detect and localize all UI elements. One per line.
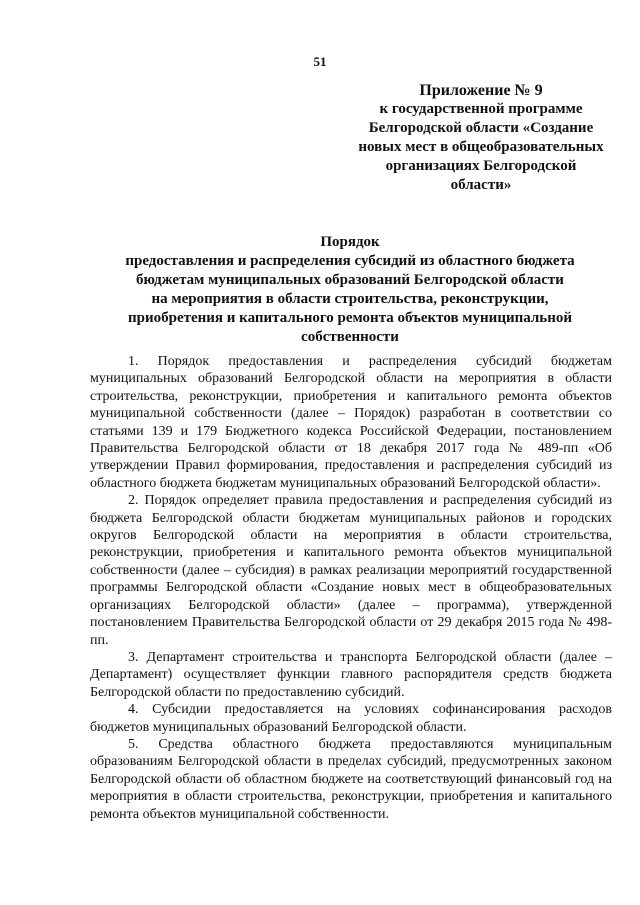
appendix-block xyxy=(346,81,616,195)
document-heading xyxy=(60,233,640,347)
appendix-line: новых мест в общеобразовательных xyxy=(358,139,604,155)
heading-line: собственности xyxy=(301,329,399,345)
appendix-line: области» xyxy=(450,177,512,193)
appendix-line: к государственной программе xyxy=(379,101,583,117)
heading-line: бюджетам муниципальных образований Белгородской области xyxy=(136,272,564,288)
appendix-title: Приложение № 9 xyxy=(419,82,543,99)
heading-title: Порядок xyxy=(320,234,380,250)
appendix-line: организациях Белгородской xyxy=(385,158,577,174)
appendix-line: Белгородской области «Создание xyxy=(368,120,594,136)
document-body xyxy=(90,353,612,823)
paragraph-4: 4. Субсидии предоставляется на условиях софинансирования расходов бюджетов муниципальных образований Белгородской области. xyxy=(90,702,612,735)
paragraph-2: 2. Порядок определяет правила предоставления и распределения субсидий из бюджета Белгородской области бюджетам муниципальных районов и городских округов Белгородской области на мероприятия в области строительства, реконструкции, приобретения и капитального ремонта объектов муниципальной собственности (далее – субсидия) в рамках реализации мероприятий государственной программы Белгородской области «Создание новых мест в общеобразовательных организациях Белгородской области» (далее – программа), утвержденной постановлением Правительства Белгородской области от 29 декабря 2015 года № 498-пп. xyxy=(90,493,612,648)
paragraph-5: 5. Средства областного бюджета предоставляются муниципальным образованиям Белгородской области в пределах субсидий, предусмотренных законом Белгородской области об областном бюджете на соответствующий финансовый год на мероприятия в области строительства, реконструкции, приобретения и капитального ремонта объектов муниципальной собственности. xyxy=(90,736,612,822)
paragraph-3: 3. Департамент строительства и транспорта Белгородской области (далее – Департамент) осуществляет функции главного распорядителя средств бюджета Белгородской области по предоставлению субсидий. xyxy=(90,649,612,700)
heading-line: предоставления и распределения субсидий из областного бюджета xyxy=(125,253,575,269)
page-number: 51 xyxy=(313,54,327,69)
heading-line: приобретения и капитального ремонта объектов муниципальной xyxy=(127,310,573,326)
heading-line: на мероприятия в области строительства, реконструкции, xyxy=(151,291,549,307)
paragraph-1: 1. Порядок предоставления и распределения субсидий бюджетам муниципальных образований Белгородской области на мероприятия в области строительства, реконструкции, приобретения и капитального ремонта объектов муниципальной собственности (далее – Порядок) разработан в соответствии со статьями 139 и 179 Бюджетного кодекса Российской Федерации, постановлением Правительства Белгородской области от 18 декабря 2017 года № 489-пп «Об утверждении Правил формирования, предоставления и распределения субсидий из областного бюджета бюджетам муниципальных образований Белгородской области». xyxy=(90,354,612,491)
